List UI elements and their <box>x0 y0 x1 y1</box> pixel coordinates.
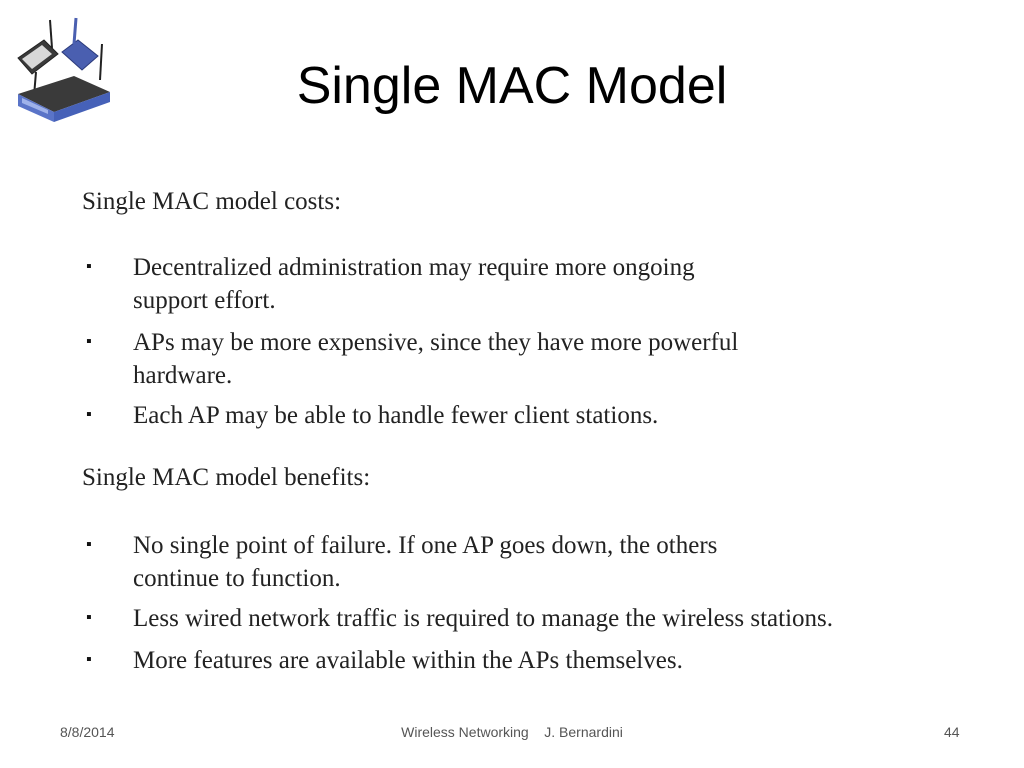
bullet-icon: ▪ <box>86 651 92 668</box>
slide-title: Single MAC Model <box>296 57 728 115</box>
bullet-icon: ▪ <box>86 258 92 275</box>
bullet-icon: ▪ <box>86 609 92 626</box>
cost-item-3-line-1: Each AP may be able to handle fewer client stations. <box>133 402 659 429</box>
benefit-item-1-line-2: continue to function. <box>133 565 341 592</box>
bullet-icon: ▪ <box>86 536 92 553</box>
cost-item-2-line-2: hardware. <box>133 362 233 389</box>
footer-date: 8/8/2014 <box>60 724 115 740</box>
benefits-heading: Single MAC model benefits: <box>82 464 371 491</box>
cost-item-1-line-2: support effort. <box>133 287 276 314</box>
bullet-icon: ▪ <box>86 406 92 423</box>
bullet-icon: ▪ <box>86 333 92 350</box>
footer-page-number: 44 <box>944 724 960 740</box>
cost-item-2-line-1: APs may be more expensive, since they have more powerful <box>133 329 739 356</box>
footer-course-author: Wireless Networking J. Bernardini <box>401 724 623 740</box>
cost-item-1-line-1: Decentralized administration may require more ongoing <box>133 254 695 281</box>
benefit-item-1-line-1: No single point of failure. If one AP goes down, the others <box>133 532 718 559</box>
benefit-item-3-line-1: More features are available within the APs themselves. <box>133 647 683 674</box>
costs-heading: Single MAC model costs: <box>82 188 342 215</box>
benefit-item-2-line-1: Less wired network traffic is required to manage the wireless stations. <box>133 605 834 632</box>
